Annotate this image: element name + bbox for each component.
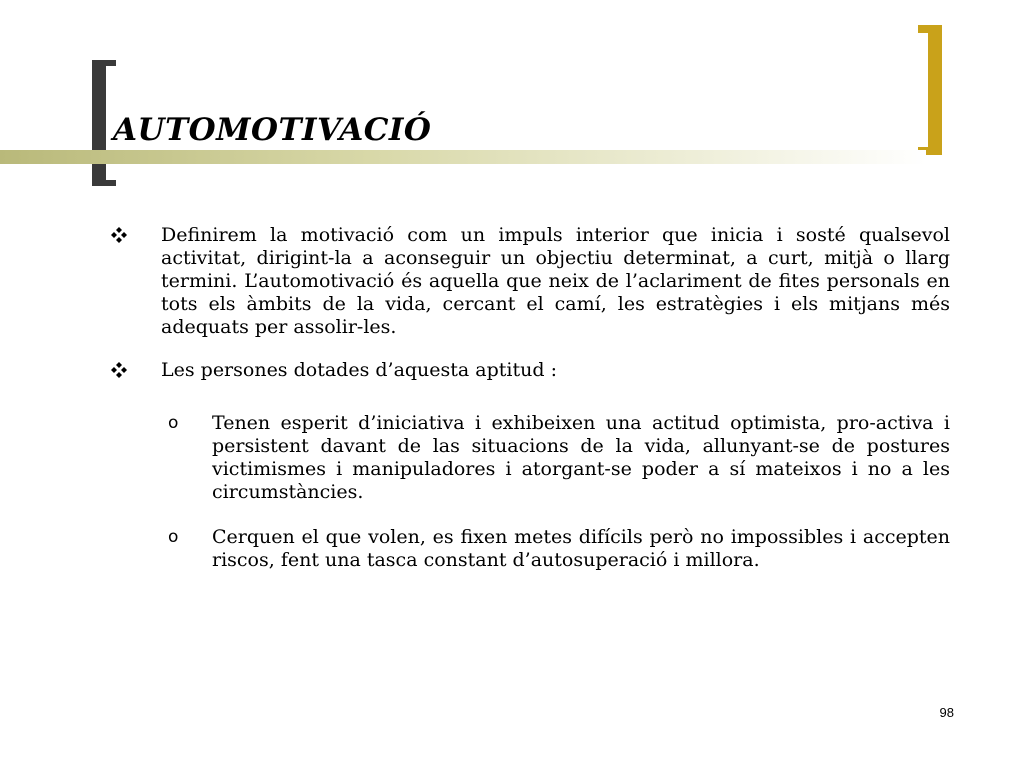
diamond-bullet-icon	[110, 361, 128, 379]
slide-title: AUTOMOTIVACIÓ	[113, 112, 432, 148]
slide-content	[110, 224, 950, 594]
bullet-text: Les persones dotades d’aquesta aptitud :	[161, 359, 557, 381]
bullet-item	[110, 224, 950, 339]
bullet-item	[110, 359, 950, 382]
subbullet-item	[110, 412, 950, 504]
diamond-bullet-icon	[110, 226, 128, 244]
title-underline-band	[0, 150, 926, 164]
subbullet-text: Tenen esperit d’iniciativa i exhibeixen una actitud optimista, pro-activa i persistent davant de las situacions de la vida, allunyant-se de postures victimismes i manipuladores i atorgant-se poder a sí mateixos i no a les circumstàncies.	[212, 412, 950, 503]
subbullet-marker: o	[168, 527, 179, 547]
page-number: 98	[939, 705, 954, 720]
left-bracket-decoration	[92, 60, 106, 186]
subbullet-text: Cerquen el que volen, es fixen metes difícils però no impossibles i accepten riscos, fent una tasca constant d’autosuperació i millora.	[212, 526, 950, 571]
subbullet-marker: o	[168, 413, 179, 433]
subbullet-item	[110, 526, 950, 572]
right-bracket-decoration	[926, 25, 942, 155]
bullet-text: Definirem la motivació com un impuls interior que inicia i sosté qualsevol activitat, dirigint-la a aconseguir un objectiu determinat, a curt, mitjà o llarg termini. L’automotivació és aquella que neix de l’aclariment de fites personals en tots els àmbits de la vida, cercant el camí, les estratègies i els mitjans més adequats per assolir-les.	[161, 224, 950, 338]
